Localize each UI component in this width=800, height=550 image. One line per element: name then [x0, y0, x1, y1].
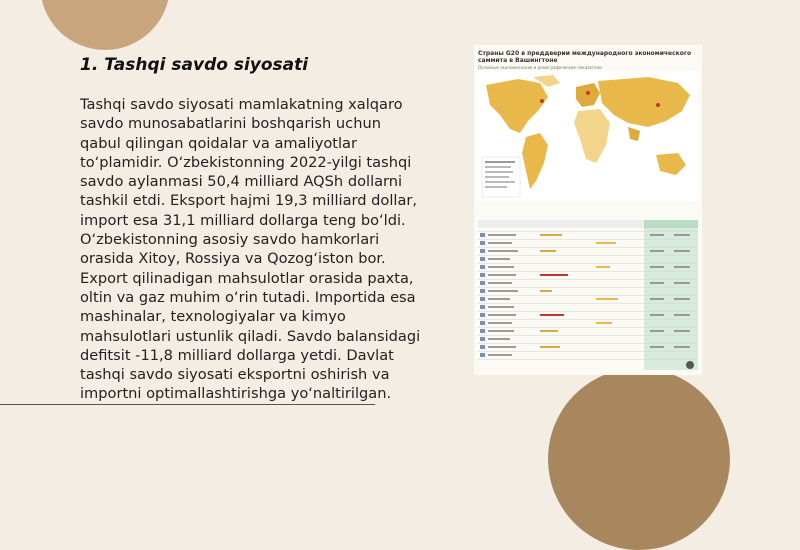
infographic-title: Страны G20 в преддверии международного экономического саммита в Вашингтоне: [478, 50, 692, 64]
g20-infographic-image: [474, 45, 702, 375]
slide-title: 1. Tashqi savdo siyosati: [80, 55, 309, 75]
slide-body-text: Tashqi savdo siyosati mamlakatning xalqaro savdo munosabatlarini boshqarish uchun qabul qilingan qoidalar va amaliyotlar to‘plamidir. O‘zbekistonning 2022-yilgi tashqi savdo aylanmasi 50,4 milliard AQSh dollarni tashkil etdi. Eksport hajmi 19,3 milliard dollar, import esa 31,1 milliard dollarga teng bo‘ldi. O‘zbekistonning asosiy savdo hamkorlari orasida Xitoy, Rossiya va Qozog‘iston bor. Export qilinadigan mahsulotlar orasida paxta, oltin va gaz muhim o‘rin tutadi. Importida esa mashinalar, texnologiyalar va kimyo mahsulotlari ustunlik qiladi. Savdo balansidagi defitsit -11,8 milliard dollarga yetdi. Davlat tashqi savdo siyosati eksportni oshirish va importni optimallashtirishga yo‘naltirilgan.: [80, 96, 421, 403]
statistics-table: [478, 220, 698, 370]
infographic-subtitle: Основные экономические и демографические показатели: [478, 65, 602, 70]
decorative-circle-top: [40, 0, 170, 50]
divider-line: [0, 404, 375, 405]
world-map: [478, 71, 698, 201]
decorative-circle-bottom: [548, 368, 730, 550]
